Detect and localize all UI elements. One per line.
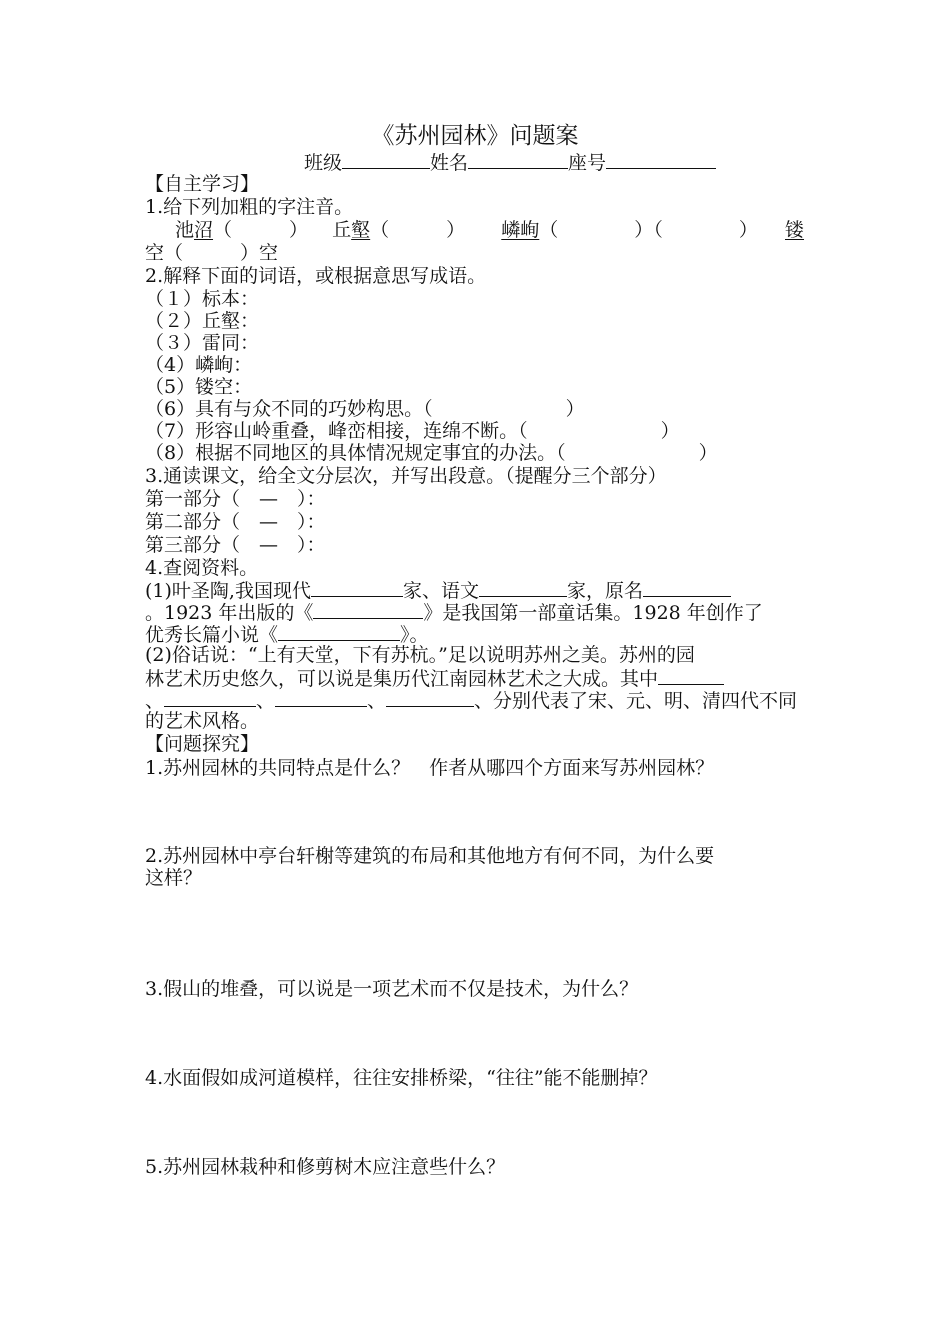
q4-l2-b: 》是我国第一部童话集。1928 年创作了 <box>423 602 763 624</box>
blank-garden-4[interactable] <box>386 688 474 707</box>
q4-line-4: (2)俗话说：“上有天堂，下有苏杭。”足以说明苏州之美。苏州的园 <box>145 644 695 666</box>
q4-l3-a: 优秀长篇小说《 <box>145 624 279 646</box>
inquiry-q2-line-2: 这样？ <box>145 867 203 889</box>
q2-item-3: （３）雷同： <box>145 332 260 354</box>
inquiry-q5: 5.苏州园林栽种和修剪树木应注意些什么？ <box>145 1156 506 1178</box>
pinyin-blank-lin[interactable]: （ ） <box>539 219 654 241</box>
q3-part-1: 第一部分（ — ）： <box>145 488 326 510</box>
q4-l2-a: 。1923 年出版的《 <box>145 602 314 624</box>
q2-item-8: （8）根据不同地区的具体情况规定事宜的办法。（ ） <box>145 442 718 464</box>
q4-text: 4.查阅资料。 <box>145 557 259 579</box>
word-qiuhe-pre: 丘 <box>332 219 352 241</box>
pinyin-blank-he[interactable]: （ ） <box>370 219 466 241</box>
blank-profession-1[interactable] <box>311 578 403 597</box>
q4-l1-a: (1)叶圣陶,我国现代 <box>145 580 311 602</box>
blank-profession-2[interactable] <box>479 578 567 597</box>
word-chizhao-pre: 池 <box>175 219 195 241</box>
q4-l6-sep-2: 、 <box>256 690 276 712</box>
q2-text: 2.解释下面的词语，或根据意思写成语。 <box>145 265 487 287</box>
q2-item-2: （２）丘壑： <box>145 310 260 332</box>
word-he-bold: 壑 <box>351 219 371 241</box>
q2-item-7: （7）形容山岭重叠，峰峦相接，连绵不断。（ ） <box>145 420 680 442</box>
q3-text: 3.通读课文，给全文分层次，并写出段意。（提醒分三个部分） <box>145 465 667 487</box>
word-linxun-bold: 嶙峋 <box>501 219 540 241</box>
blank-original-name[interactable] <box>643 578 731 597</box>
inquiry-q4: 4.水面假如成河道模样，往往安排桥梁，“往往”能不能删掉？ <box>145 1067 658 1089</box>
blank-garden-3[interactable] <box>275 688 367 707</box>
inquiry-q1: 1.苏州园林的共同特点是什么？ 作者从哪四个方面来写苏州园林？ <box>145 757 715 779</box>
q4-l1-b: 家、语文 <box>402 580 479 602</box>
seat-blank[interactable] <box>606 150 716 169</box>
word-lou-bold: 镂 <box>785 219 805 241</box>
class-label: 班级 <box>304 152 343 174</box>
blank-garden-2[interactable] <box>164 688 256 707</box>
q4-line-7: 的艺术风格。 <box>145 710 260 732</box>
q1-text: 1.给下列加粗的字注音。 <box>145 196 354 218</box>
word-zhao-bold: 沼 <box>194 219 214 241</box>
blank-novel[interactable] <box>278 622 400 641</box>
q1-words-line <box>175 219 758 241</box>
q4-l5-text: 林艺术历史悠久，可以说是集历代江南园林艺术之大成。其中 <box>145 668 659 690</box>
q4-line-1 <box>145 578 731 602</box>
q4-line-6 <box>145 688 797 712</box>
q4-l6-end: 、分别代表了宋、元、明、清四代不同 <box>474 690 798 712</box>
page-title: 《苏州园林》问题案 <box>371 123 579 149</box>
q4-l1-c: 家，原名 <box>566 580 643 602</box>
q2-item-1: （１）标本： <box>145 288 260 310</box>
pinyin-blank-xun[interactable]: （ ） <box>653 219 758 241</box>
inquiry-q3: 3.假山的堆叠，可以说是一项艺术而不仅是技术，为什么？ <box>145 978 639 1000</box>
seat-label: 座号 <box>568 152 607 174</box>
q4-l3-b: 》。 <box>400 624 429 646</box>
pinyin-blank-lou[interactable]: 空（ ）空 <box>145 242 279 264</box>
q4-line-5 <box>145 666 724 690</box>
name-blank[interactable] <box>468 150 568 169</box>
q4-l6-sep-1: 、 <box>145 690 165 712</box>
q4-line-2 <box>145 600 763 624</box>
class-blank[interactable] <box>342 150 430 169</box>
pinyin-blank-zhao[interactable]: （ ） <box>213 219 309 241</box>
q2-item-6: （6）具有与众不同的巧妙构思。（ ） <box>145 398 585 420</box>
q3-part-2: 第二部分（ — ）： <box>145 511 326 533</box>
blank-garden-1[interactable] <box>658 666 724 685</box>
student-info-line <box>304 150 716 174</box>
q4-line-3 <box>145 622 429 646</box>
inquiry-q2-line-1: 2.苏州园林中亭台轩榭等建筑的布局和其他地方有何不同，为什么要 <box>145 845 715 867</box>
q2-item-5: （5）镂空： <box>145 376 253 398</box>
self-study-heading: 【自主学习】 <box>145 173 260 195</box>
name-label: 姓名 <box>430 152 469 174</box>
blank-fairy-tale[interactable] <box>313 600 423 619</box>
q4-l6-sep-3: 、 <box>367 690 387 712</box>
inquiry-heading: 【问题探究】 <box>145 733 260 755</box>
q3-part-3: 第三部分（ — ）： <box>145 534 326 556</box>
q2-item-4: （4）嶙峋： <box>145 354 253 376</box>
